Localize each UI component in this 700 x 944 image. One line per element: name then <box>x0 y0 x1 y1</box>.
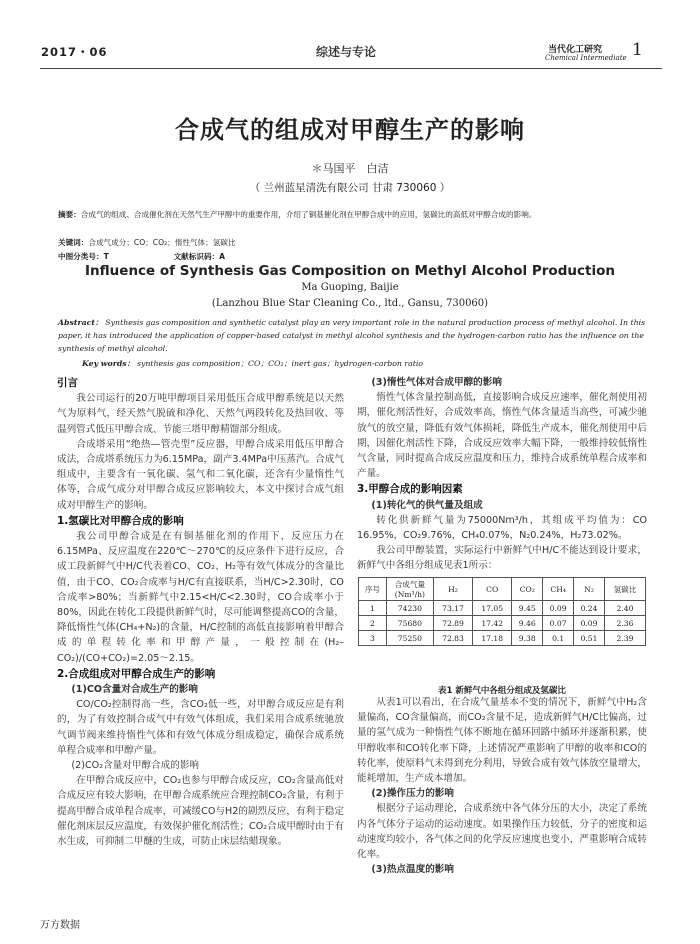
keywords-en-label: Key words： <box>82 359 135 368</box>
table-caption: 表1 新鲜气中各组分组成及氢碳比 <box>438 686 566 696</box>
table-row <box>359 631 646 646</box>
table-cell: 3 <box>359 631 387 646</box>
footer-source: 万方数据 <box>40 920 80 931</box>
clc-label: 中图分类号： <box>58 252 104 261</box>
table-cell: 72.83 <box>433 631 472 646</box>
table-header-cell: 合成气量(Nm³/h) <box>386 578 433 601</box>
doc-code-label: 文献标识码： <box>173 252 220 261</box>
table-cell: 75680 <box>386 616 433 631</box>
keywords-cn-label: 关键词： <box>58 238 89 247</box>
table-cell: 75250 <box>386 631 433 646</box>
table-cell: 0.09 <box>543 601 574 616</box>
table-cell: 0.07 <box>543 616 574 631</box>
body-column-right-top <box>357 375 647 574</box>
paragraph: 转化供新鲜气量为75000Nm³/h，其组成平均值为：CO 16.95%，CO₂9.76%，CH₄0.07%，N₂0.24%，H₂73.02%。 <box>357 514 647 542</box>
keywords-cn-text: 合成气成分；CO；CO₂；惰性气体；氢碳比 <box>88 238 236 247</box>
body-column-left <box>57 375 344 849</box>
paragraph: CO/CO₂控制得高一些，含CO₂低一些，对甲醇合成反应是有利的，为了有效控制合成气中有效气体组成，我们采用合成系统驰放气调节阀来维持惰性气体和有效气体成分组成稳定，确保合成系统单程合成率和甲醇产量。 <box>57 699 344 756</box>
journal-name-cn: 当代化工研究 <box>548 45 603 55</box>
keywords-en <box>82 358 652 369</box>
subheading: (1)CO含量对合成生产的影响 <box>71 684 198 696</box>
table-cell: 74230 <box>386 601 433 616</box>
authors-en: Ma Guoping, Baijie <box>301 282 399 293</box>
subheading: (3)热点温度的影响 <box>371 864 454 876</box>
table-cell: 73.17 <box>433 601 472 616</box>
affiliation-en: (Lanzhou Blue Star Cleaning Co., ltd., Gansu, 730060) <box>211 298 489 309</box>
subheading: (2)CO₂含量对甲醇合成的影响 <box>71 760 200 772</box>
heading-section-1: 1.氢碳比对甲醇合成的影响 <box>57 514 184 527</box>
paragraph: 我公司运行的20万吨甲醇项目采用低压合成甲醇系统是以天然气为原料气，经天然气脱硫和净化、天然气两段转化及热回收、等温列管式低压甲醇合成、节能三塔甲醇精馏部分组成。 <box>57 393 344 435</box>
article-title-cn: 合成气的组成对甲醇生产的影响 <box>175 116 525 144</box>
table-header-cell: CH₄ <box>543 578 574 601</box>
paragraph: 在甲醇合成反应中，CO₂也参与甲醇合成反应，CO₂含量高低对合成反应有较大影响，在甲醇合成系统应合理控制CO₂含量，有利于提高甲醇合成单程合成率，可减缓CO与H2的剧烈反应，有利于稳定催化剂床层反应温度，有效保护催化剂活性；CO₂合成甲醇时由于有水生成，可抑制二甲醚的生成，可防止床层结蜡现象。 <box>57 775 344 848</box>
issue-number: 2017・06 <box>41 45 108 59</box>
keywords-en-text: synthesis gas composition；CO；CO₂；inert gas；hydrogen-carbon ratio <box>136 359 424 368</box>
data-table <box>358 577 646 646</box>
table-row <box>359 601 646 616</box>
table-header-cell: H₂ <box>433 578 472 601</box>
table-cell: 9.46 <box>512 616 543 631</box>
table-cell: 17.18 <box>473 631 512 646</box>
paragraph: 合成塔采用“绝热—管壳型”反应器，甲醇合成采用低压甲醇合成法，合成塔系统压力为6.15MPa，副产3.4MPa中压蒸汽。合成气组成中，主要含有一氧化碳、氢气和二氧化碳，还含有少量惰性气体等，合成气成分对甲醇合成反应影响较大，本文中探讨合成气组成对甲醇生产的影响。 <box>57 438 344 511</box>
table-cell: 72.89 <box>433 616 472 631</box>
table-header-cell: 氢碳比 <box>604 578 645 601</box>
table-header-cell: 序号 <box>359 578 387 601</box>
heading-section-3: 3.甲醇合成的影响因素 <box>357 483 463 496</box>
keywords-cn <box>58 236 650 249</box>
table-cell: 2.39 <box>604 631 645 646</box>
abstract-cn-label: 摘要： <box>58 210 81 219</box>
table-cell: 9.45 <box>512 601 543 616</box>
authors-cn: ＊马国平 白洁 <box>311 162 389 175</box>
table-cell: 2 <box>359 616 387 631</box>
table-cell: 0.1 <box>543 631 574 646</box>
table-cell: 2.40 <box>604 601 645 616</box>
abstract-cn-text: 合成气的组成、合成催化剂在天然气生产甲醇中的重要作用，介绍了铜基催化剂在甲醇合成中的应用，氢碳比的高低对甲醇合成的影响。 <box>80 210 537 219</box>
journal-name-en: Chemical Intermediate <box>545 54 627 62</box>
heading-intro: 引言 <box>57 377 78 389</box>
abstract-en-label: Abstract： <box>58 318 103 327</box>
subheading: (1)转化气的供气量及组成 <box>371 499 483 511</box>
paragraph: 我公司甲醇装置，实际运行中新鲜气中H/C不能达到设计要求，新鲜气中各组分组成见表1所示： <box>357 545 647 572</box>
table-cell: 2.36 <box>604 616 645 631</box>
table-cell: 9.38 <box>512 631 543 646</box>
paragraph: 惰性气体含量控制高低，直接影响合成反应速率，催化剂使用初期，催化剂活性好，合成效率高，惰性气体含量适当高些，可减少驰放气的放空量，降低有效气体损耗，降低生产成本，催化剂使用中后期，因催化剂活性下降，合成反应效率大幅下降，一般维持较低惰性气含量，同时提高合成反应温度和压力，维持合成系统单程合成率和产量。 <box>357 392 647 480</box>
table-row <box>359 616 646 631</box>
table-cell: 17.42 <box>473 616 512 631</box>
subheading: (3)惰性气体对合成甲醇的影响 <box>371 377 502 388</box>
abstract-en-text: Synthesis gas composition and synthetic catalyst play an very important role in the natural production process of methyl alcohol. In this paper, it has introduced the application of copper-based catalyst in methyl alcohol synthesis and the hydrogen-carbon ratio has the influence on the synthesis of methyl alcohol. <box>58 318 646 353</box>
table-cell: 0.51 <box>574 631 605 646</box>
article-title-en: Influence of Synthesis Gas Composition on Methyl Alcohol Production <box>85 263 615 279</box>
table-cell: 17.05 <box>473 601 512 616</box>
paragraph: 从表1可以看出，在合成气量基本不变的情况下，新鲜气中H₂含量偏高，CO含量偏高，而CO₂含量不足，造成新鲜气H/C比偏高，过量的氢气成为一种惰性气体不断地在循环回路中循环并逐渐积累，使甲醇收率和CO转化率下降，上述情况严重影响了甲醇的收率和CO的转化率，使原料气未得到充分利用，导致合成有效气体放空量增大，能耗增加，生产成本增加。 <box>357 697 647 785</box>
header-divider <box>40 68 662 69</box>
table-header-row <box>359 578 646 601</box>
paragraph: 根据分子运动理论，合成系统中各气体分压的大小，决定了系统内各气体分子运动的运动速度。如果操作压力较低，分子的密度和运动速度均较小，各气体之间的化学反应速度也变小，严重影响合成转化率。 <box>357 803 647 861</box>
table-header-cell: CO₂ <box>512 578 543 601</box>
subheading: (2)操作压力的影响 <box>371 788 454 800</box>
table-cell: 0.24 <box>574 601 605 616</box>
table-header-cell: CO <box>473 578 512 601</box>
table-cell: 0.09 <box>574 616 605 631</box>
doc-code-value: A <box>219 252 226 261</box>
affiliation-cn: （ 兰州蓝星清洗有限公司 甘肃 730060 ） <box>249 182 451 194</box>
clc-value: T <box>103 252 109 261</box>
paragraph: 我公司甲醇合成是在有铜基催化剂的作用下，反应压力在6.15MPa、反应温度在220℃～270℃的反应条件下进行反应，合成工段新鲜气中H/C代表着CO、CO₂、H₂等有效气体成分的含量比值，由于CO、CO₂合成率与H/C有直接联系，当H/C>2.30时，CO合成率>80%；当新鲜气中2.15<H/C<2.30时，CO合成率小于80%，因此在转化工段提供新鲜气时，尽可能调整提高CO的含量，降低惰性气体(CH₄+N₂)的含量，H/C控制的高低直接影响着甲醇合成的单程转化率和甲醇产量，一般控制在(H₂–CO₂)/(CO+CO₂)=2.05～2.15。 <box>57 531 344 664</box>
abstract-en <box>58 316 648 355</box>
abstract-cn <box>58 208 650 221</box>
heading-section-2: 2.合成组成对甲醇合成生产的影响 <box>57 667 216 680</box>
classification-line <box>58 250 650 263</box>
page-number: 1 <box>632 40 643 60</box>
body-column-right-bottom <box>357 695 647 877</box>
table-cell: 1 <box>359 601 387 616</box>
section-name: 综述与专论 <box>316 45 377 59</box>
table-header-cell: N₂ <box>574 578 605 601</box>
